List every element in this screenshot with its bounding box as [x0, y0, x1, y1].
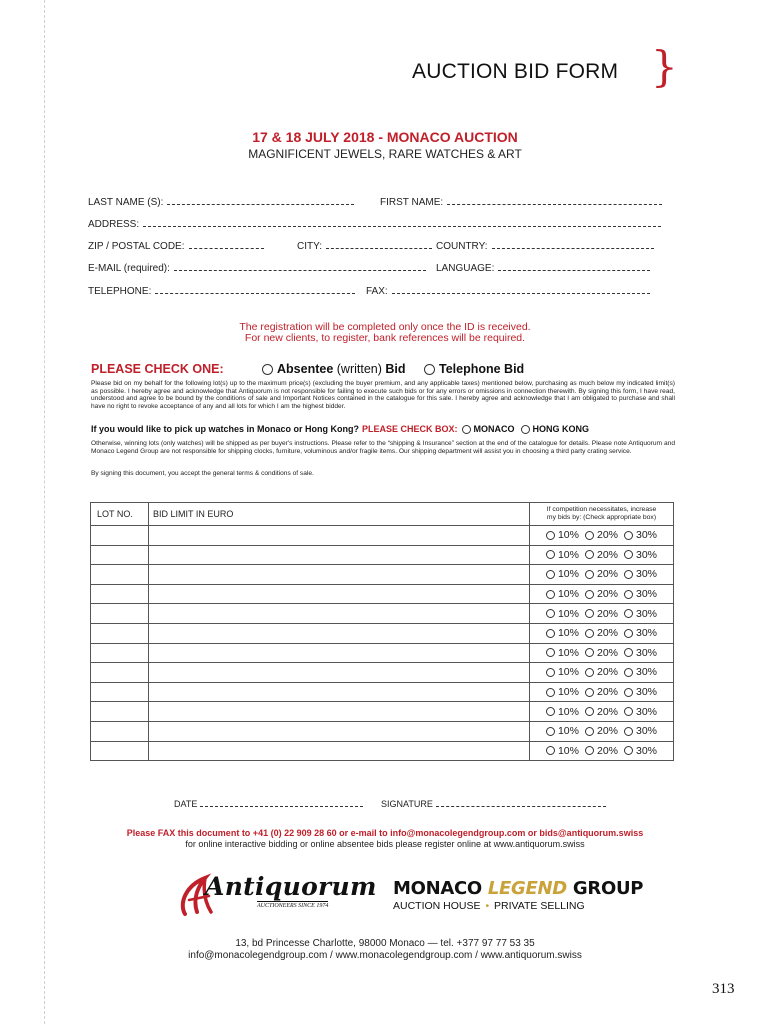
bid-terms-paragraph: Please bid on my behalf for the following lot(s) up to the maximum price(s) (excluding the buyer premium, and any applicable taxes) mentioned below, purchasing as much below my indicated limit(s) as possible. I hereby agree and acknowledge that Antiquorum is not responsible for failing to execute such bids or for any errors or omissions in connection therewith. By signing this form, I have read, understood and agree to be bound by the conditions of sale and Important Notices contained in the catalogue for this sale. I hereby agree and acknowledge that I am obligated to purchase and shall have no right to revoke acceptance of any and all lots for which I am the highest bidder.	[91, 380, 675, 410]
new-clients-notice: For new clients, to register, bank references will be required.	[244, 332, 526, 344]
telephone-bid-label: Telephone Bid	[439, 362, 525, 376]
check-one-label: PLEASE CHECK ONE:	[91, 362, 224, 376]
increase-30-option[interactable]	[624, 627, 657, 639]
absentee-bid-label: Bid	[385, 362, 406, 376]
increase-label: 10%	[557, 627, 579, 640]
increase-30-option[interactable]	[624, 745, 657, 757]
increase-radio-icon[interactable]	[546, 629, 555, 638]
increase-radio-icon[interactable]	[624, 570, 633, 579]
bid-limit-cell[interactable]	[149, 663, 530, 683]
date-line[interactable]	[200, 799, 363, 807]
pickup-check-label: PLEASE CHECK BOX:	[362, 424, 458, 434]
increase-radio-icon[interactable]	[546, 727, 555, 736]
increase-10-option[interactable]	[546, 725, 579, 737]
increase-20-option[interactable]	[585, 588, 618, 600]
lot-no-cell[interactable]	[91, 682, 149, 702]
lot-no-cell[interactable]	[91, 545, 149, 565]
increase-10-option[interactable]	[546, 627, 579, 639]
increase-label: 30%	[636, 607, 658, 620]
competition-header-line2: my bids by: (Check appropriate box)	[546, 514, 657, 521]
increase-label: 10%	[557, 725, 579, 738]
increase-radio-icon[interactable]	[585, 727, 594, 736]
date-label: DATE	[174, 799, 198, 809]
bid-limit-cell[interactable]	[149, 702, 530, 722]
mlg-wordmark-monaco: MONACO	[393, 878, 488, 899]
increase-20-option[interactable]	[585, 725, 618, 737]
increase-radio-icon[interactable]	[624, 648, 633, 657]
increase-options-cell	[530, 682, 674, 702]
telephone-field[interactable]	[88, 285, 355, 297]
fax-instructions: Please FAX this document to +41 (0) 22 909 28 60 or e-mail to info@monacolegendgroup.com or bids@antiquorum.swiss	[126, 828, 644, 838]
bid-limit-cell[interactable]	[149, 721, 530, 741]
increase-label: 10%	[557, 588, 579, 601]
absentee-bold-label: Absentee	[277, 362, 334, 376]
increase-options-cell	[530, 702, 674, 722]
bid-limit-header: BID LIMIT IN EURO	[149, 503, 530, 526]
lot-no-cell[interactable]	[91, 526, 149, 546]
pickup-monaco-option[interactable]	[462, 424, 515, 434]
form-title: AUCTION BID FORM	[412, 60, 619, 83]
increase-label: 30%	[636, 529, 658, 542]
language-label: LANGUAGE:	[436, 263, 495, 274]
mlg-wordmark-group: GROUP	[566, 878, 644, 899]
increase-radio-icon[interactable]	[546, 570, 555, 579]
increase-radio-icon[interactable]	[624, 629, 633, 638]
increase-30-option[interactable]	[624, 706, 657, 718]
zip-line[interactable]	[189, 240, 264, 249]
page-number: 313	[712, 981, 735, 997]
telephone-bid-option[interactable]	[424, 362, 524, 376]
increase-radio-icon[interactable]	[546, 746, 555, 755]
mlg-wordmark-legend: LEGEND	[487, 878, 567, 899]
bid-row	[91, 545, 674, 565]
increase-20-option[interactable]	[585, 529, 618, 541]
increase-label: 20%	[596, 529, 618, 542]
date-field[interactable]	[174, 799, 363, 809]
bid-table-header	[91, 503, 674, 526]
lot-no-cell[interactable]	[91, 584, 149, 604]
monaco-legend-group-logo	[393, 878, 643, 912]
increase-10-option[interactable]	[546, 686, 579, 698]
increase-label: 20%	[596, 627, 618, 640]
city-field[interactable]	[297, 240, 432, 252]
mlg-wordmark	[393, 878, 643, 899]
increase-20-option[interactable]	[585, 608, 618, 620]
bid-limit-cell[interactable]	[149, 526, 530, 546]
competition-header	[530, 503, 674, 526]
hongkong-radio-icon[interactable]	[521, 425, 530, 434]
bid-row	[91, 663, 674, 683]
signature-field[interactable]	[381, 799, 606, 809]
last-name-label: LAST NAME (S):	[88, 197, 164, 208]
antiquorum-logo	[175, 870, 377, 925]
increase-options-cell	[530, 584, 674, 604]
increase-20-option[interactable]	[585, 568, 618, 580]
language-field[interactable]	[436, 262, 650, 274]
increase-radio-icon[interactable]	[585, 648, 594, 657]
increase-20-option[interactable]	[585, 647, 618, 659]
increase-radio-icon[interactable]	[624, 668, 633, 677]
online-instructions: for online interactive bidding or online absentee bids please register online at www.antiquorum.swiss	[185, 839, 585, 849]
increase-label: 10%	[557, 666, 579, 679]
increase-radio-icon[interactable]	[585, 746, 594, 755]
bid-row	[91, 584, 674, 604]
increase-30-option[interactable]	[624, 568, 657, 580]
pickup-hongkong-option[interactable]	[521, 424, 590, 434]
mlg-tagline-private: PRIVATE SELLING	[494, 900, 585, 912]
bid-limit-cell[interactable]	[149, 682, 530, 702]
increase-radio-icon[interactable]	[546, 648, 555, 657]
first-name-field[interactable]	[380, 196, 662, 208]
increase-label: 30%	[636, 686, 658, 699]
increase-radio-icon[interactable]	[624, 531, 633, 540]
address-field[interactable]	[88, 218, 661, 230]
increase-label: 20%	[596, 568, 618, 581]
first-name-label: FIRST NAME:	[380, 197, 444, 208]
increase-label: 10%	[557, 705, 579, 718]
increase-radio-icon[interactable]	[546, 707, 555, 716]
increase-30-option[interactable]	[624, 588, 657, 600]
lot-no-cell[interactable]	[91, 565, 149, 585]
increase-label: 30%	[636, 588, 658, 601]
pickup-question-text: If you would like to pick up watches in Monaco or Hong Kong?	[91, 424, 360, 434]
monaco-radio-icon[interactable]	[462, 425, 471, 434]
increase-radio-icon[interactable]	[585, 707, 594, 716]
increase-label: 30%	[636, 666, 658, 679]
email-label: E-MAIL (required):	[88, 263, 170, 274]
monaco-label: MONACO	[473, 424, 515, 434]
lot-no-header: LOT NO.	[91, 503, 149, 526]
increase-options-cell	[530, 526, 674, 546]
increase-radio-icon[interactable]	[585, 531, 594, 540]
increase-label: 30%	[636, 646, 658, 659]
increase-options-cell	[530, 741, 674, 761]
increase-30-option[interactable]	[624, 666, 657, 678]
event-subtitle: MAGNIFICENT JEWELS, RARE WATCHES & ART	[248, 147, 522, 161]
email-field[interactable]	[88, 262, 426, 274]
increase-20-option[interactable]	[585, 745, 618, 757]
increase-radio-icon[interactable]	[585, 570, 594, 579]
increase-10-option[interactable]	[546, 706, 579, 718]
increase-10-option[interactable]	[546, 568, 579, 580]
increase-radio-icon[interactable]	[585, 609, 594, 618]
increase-10-option[interactable]	[546, 745, 579, 757]
increase-30-option[interactable]	[624, 549, 657, 561]
increase-label: 10%	[557, 529, 579, 542]
increase-radio-icon[interactable]	[624, 590, 633, 599]
increase-10-option[interactable]	[546, 588, 579, 600]
antiquorum-tagline: AUCTIONEERS SINCE 1974	[257, 903, 329, 909]
increase-30-option[interactable]	[624, 608, 657, 620]
absentee-written-label: (written)	[333, 362, 386, 376]
increase-label: 20%	[596, 666, 618, 679]
bid-row	[91, 702, 674, 722]
increase-label: 30%	[636, 744, 658, 757]
lot-no-cell[interactable]	[91, 721, 149, 741]
address-line[interactable]	[143, 218, 661, 227]
increase-radio-icon[interactable]	[624, 727, 633, 736]
increase-10-option[interactable]	[546, 647, 579, 659]
pickup-question	[91, 424, 595, 434]
shipping-paragraph: Otherwise, winning lots (only watches) will be shipped as per buyer's instructions. Please refer to the “shipping & Insurance” section at the end of the catalogue for details. Please note Antiquorum and Monaco Legend Group are not responsible for shipping clocks, furniture, voluminous and/or fragile items. Our shipping department will assist you in choosing a third party crating service.	[91, 440, 675, 455]
increase-options-cell	[530, 545, 674, 565]
increase-radio-icon[interactable]	[546, 531, 555, 540]
increase-label: 30%	[636, 548, 658, 561]
bid-row	[91, 721, 674, 741]
bid-row	[91, 682, 674, 702]
increase-options-cell	[530, 721, 674, 741]
increase-30-option[interactable]	[624, 529, 657, 541]
language-line[interactable]	[498, 262, 650, 271]
increase-10-option[interactable]	[546, 549, 579, 561]
mlg-tagline	[393, 900, 643, 912]
increase-label: 20%	[596, 725, 618, 738]
lot-no-cell[interactable]	[91, 623, 149, 643]
mlg-tagline-auction: AUCTION HOUSE	[393, 900, 481, 912]
increase-label: 20%	[596, 607, 618, 620]
increase-10-option[interactable]	[546, 666, 579, 678]
last-name-field[interactable]	[88, 196, 354, 208]
increase-label: 30%	[636, 627, 658, 640]
increase-radio-icon[interactable]	[585, 550, 594, 559]
bid-row	[91, 526, 674, 546]
increase-radio-icon[interactable]	[624, 707, 633, 716]
increase-label: 10%	[557, 686, 579, 699]
increase-label: 30%	[636, 705, 658, 718]
increase-options-cell	[530, 663, 674, 683]
bid-row	[91, 604, 674, 624]
increase-options-cell	[530, 604, 674, 624]
increase-20-option[interactable]	[585, 549, 618, 561]
increase-radio-icon[interactable]	[585, 668, 594, 677]
address-label: ADDRESS:	[88, 219, 140, 230]
bid-table	[90, 502, 674, 761]
lot-no-cell[interactable]	[91, 663, 149, 683]
country-label: COUNTRY:	[436, 241, 488, 252]
increase-label: 30%	[636, 568, 658, 581]
hongkong-label: HONG KONG	[532, 424, 590, 434]
increase-label: 10%	[557, 646, 579, 659]
increase-10-option[interactable]	[546, 529, 579, 541]
city-line[interactable]	[326, 240, 432, 249]
antiquorum-wordmark: Antiquorum	[205, 872, 377, 901]
increase-radio-icon[interactable]	[546, 609, 555, 618]
first-name-line[interactable]	[447, 196, 662, 205]
increase-label: 10%	[557, 744, 579, 757]
bid-limit-cell[interactable]	[149, 741, 530, 761]
bid-row	[91, 623, 674, 643]
increase-20-option[interactable]	[585, 666, 618, 678]
bid-limit-cell[interactable]	[149, 623, 530, 643]
increase-options-cell	[530, 565, 674, 585]
bid-row	[91, 643, 674, 663]
accept-terms-paragraph: By signing this document, you accept the general terms & conditions of sale.	[91, 470, 314, 477]
address-line-footer: 13, bd Princesse Charlotte, 98000 Monaco — tel. +377 97 77 53 35	[235, 938, 535, 949]
increase-radio-icon[interactable]	[585, 590, 594, 599]
increase-radio-icon[interactable]	[585, 688, 594, 697]
increase-label: 20%	[596, 744, 618, 757]
city-label: CITY:	[297, 241, 323, 252]
telephone-radio-icon[interactable]	[424, 364, 435, 375]
increase-radio-icon[interactable]	[624, 688, 633, 697]
increase-20-option[interactable]	[585, 706, 618, 718]
competition-header-line1: If competition necessitates, increase	[546, 506, 657, 513]
increase-radio-icon[interactable]	[546, 590, 555, 599]
bid-limit-cell[interactable]	[149, 584, 530, 604]
country-line[interactable]	[492, 240, 654, 249]
increase-label: 20%	[596, 588, 618, 601]
increase-label: 10%	[557, 568, 579, 581]
increase-label: 20%	[596, 705, 618, 718]
country-field[interactable]	[436, 240, 654, 252]
bid-row	[91, 741, 674, 761]
increase-options-cell	[530, 643, 674, 663]
event-title: 17 & 18 JULY 2018 - MONACO AUCTION	[252, 129, 518, 145]
signature-line[interactable]	[436, 799, 606, 807]
zip-label: ZIP / POSTAL CODE:	[88, 241, 185, 252]
increase-label: 20%	[596, 686, 618, 699]
zip-field[interactable]	[88, 240, 264, 252]
title-brace: }	[651, 42, 678, 91]
absentee-radio-icon[interactable]	[262, 364, 273, 375]
last-name-line[interactable]	[167, 196, 354, 205]
lot-no-cell[interactable]	[91, 702, 149, 722]
telephone-line[interactable]	[155, 285, 355, 294]
increase-options-cell	[530, 623, 674, 643]
telephone-label: TELEPHONE:	[88, 286, 152, 297]
fax-field[interactable]	[366, 285, 650, 297]
bid-limit-cell[interactable]	[149, 565, 530, 585]
increase-radio-icon[interactable]	[624, 746, 633, 755]
increase-label: 10%	[557, 607, 579, 620]
web-line-footer: info@monacolegendgroup.com / www.monacolegendgroup.com / www.antiquorum.swiss	[188, 950, 582, 961]
lot-no-cell[interactable]	[91, 604, 149, 624]
increase-radio-icon[interactable]	[546, 688, 555, 697]
registration-notice: The registration will be completed only once the ID is received.	[239, 321, 531, 333]
increase-30-option[interactable]	[624, 725, 657, 737]
increase-20-option[interactable]	[585, 627, 618, 639]
increase-radio-icon[interactable]	[624, 609, 633, 618]
lot-no-cell[interactable]	[91, 741, 149, 761]
increase-label: 30%	[636, 725, 658, 738]
increase-label: 20%	[596, 548, 618, 561]
lot-no-cell[interactable]	[91, 643, 149, 663]
absentee-bid-option[interactable]	[262, 362, 406, 376]
fax-label: FAX:	[366, 286, 388, 297]
bid-limit-cell[interactable]	[149, 545, 530, 565]
increase-20-option[interactable]	[585, 686, 618, 698]
email-line[interactable]	[174, 262, 426, 271]
bid-row	[91, 565, 674, 585]
signature-label: SIGNATURE	[381, 799, 433, 809]
increase-label: 20%	[596, 646, 618, 659]
increase-10-option[interactable]	[546, 608, 579, 620]
increase-30-option[interactable]	[624, 647, 657, 659]
bid-limit-cell[interactable]	[149, 604, 530, 624]
increase-radio-icon[interactable]	[546, 550, 555, 559]
mlg-tagline-dot: •	[485, 900, 490, 912]
bid-limit-cell[interactable]	[149, 643, 530, 663]
increase-radio-icon[interactable]	[624, 550, 633, 559]
increase-30-option[interactable]	[624, 686, 657, 698]
fax-line[interactable]	[392, 285, 650, 294]
increase-radio-icon[interactable]	[546, 668, 555, 677]
increase-label: 10%	[557, 548, 579, 561]
increase-radio-icon[interactable]	[585, 629, 594, 638]
